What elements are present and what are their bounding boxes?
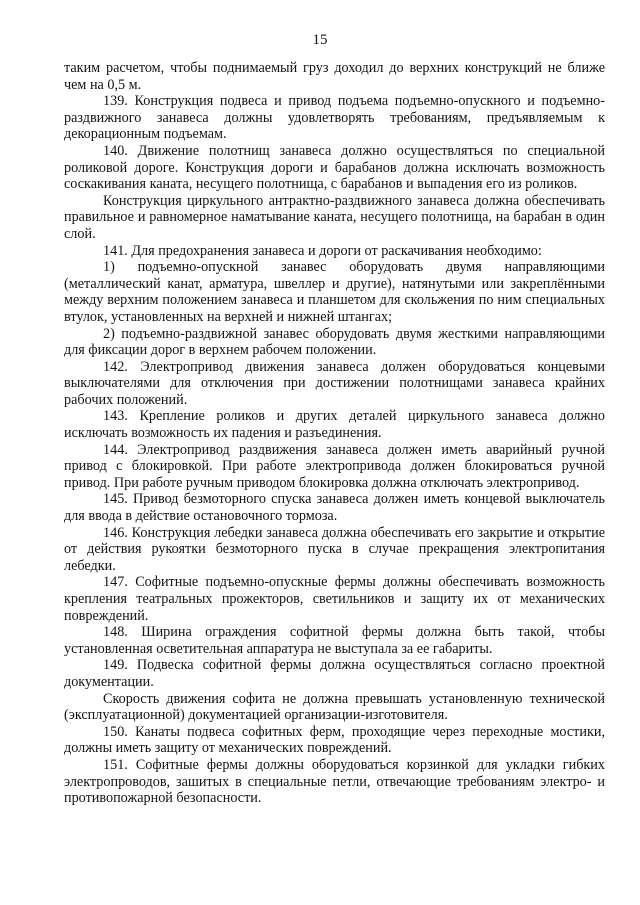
paragraph-141-item-2: 2) подъемно-раздвижной занавес оборудовать двумя жесткими направляющими для фиксации дорог в верхнем рабочем положении. bbox=[64, 325, 605, 359]
paragraph-145: 145. Привод безмоторного спуска занавеса должен иметь концевой выключатель для ввода в действие остановочного тормоза. bbox=[64, 491, 605, 525]
paragraph-141: 141. Для предохранения занавеса и дороги от раскачивания необходимо: bbox=[103, 242, 542, 259]
document-body bbox=[64, 60, 605, 807]
paragraph-139: 139. Конструкция подвеса и привод подъема подъемно-опускного и подъемно-раздвижного занавеса должны удовлетворять требованиям, предъявляемым к декорационным подъемам. bbox=[64, 93, 605, 143]
paragraph-continuation: таким расчетом, чтобы поднимаемый груз доходил до верхних конструкций не ближе чем на 0,5 м. bbox=[64, 60, 605, 93]
paragraph-149: 149. Подвеска софитной фермы должна осуществляться согласно проектной документации. bbox=[64, 657, 605, 690]
paragraph-151: 151. Софитные фермы должны оборудоваться корзинкой для укладки гибких электропроводов, зашитых в специальные петли, отвечающие требованиям электро- и противопожарной безопасности. bbox=[64, 756, 605, 807]
paragraph-142: 142. Электропривод движения занавеса должен оборудоваться концевыми выключателями для отключения при достижении полотнищами занавеса крайних рабочих положений. bbox=[64, 358, 605, 408]
paragraph-140: 140. Движение полотнищ занавеса должно осуществляться по специальной роликовой дороге. Конструкция дороги и барабанов должна исключать возможность соскакивания каната, несущего полотнища, с барабанов и выпадения его из роликов. bbox=[64, 142, 605, 193]
paragraph-143: 143. Крепление роликов и других деталей циркульного занавеса должно исключать возможность их падения и разъединения. bbox=[64, 408, 605, 442]
paragraph-140-cont: Конструкция циркульного антрактно-раздвижного занавеса должна обеспечивать правильное и равномерное наматывание каната, несущего полотнища, на барабан в один слой. bbox=[64, 192, 605, 242]
paragraph-150: 150. Канаты подвеса софитных ферм, проходящие через переходные мостики, должны иметь защиту от механических повреждений. bbox=[64, 723, 605, 757]
paragraph-148: 148. Ширина ограждения софитной фермы должна быть такой, чтобы установленная осветительная аппаратура не выступала за ее габариты. bbox=[64, 624, 605, 657]
page-number: 15 bbox=[312, 32, 328, 48]
paragraph-144: 144. Электропривод раздвижения занавеса должен иметь аварийный ручной привод с блокировкой. При работе электропривода должен блокироваться ручной привод. При работе ручным приводом блокировка должна отключать электропривод. bbox=[64, 441, 605, 491]
paragraph-149-cont: Скорость движения софита не должна превышать установленную технической (эксплуатационной) документацией организации-изготовителя. bbox=[64, 690, 605, 724]
paragraph-146: 146. Конструкция лебедки занавеса должна обеспечивать его закрытие и открытие от действия рукоятки безмоторного пуска в случае прекращения электропитания лебедки. bbox=[64, 524, 605, 574]
paragraph-147: 147. Софитные подъемно-опускные фермы должны обеспечивать возможность крепления театральных прожекторов, светильников и защиту их от механических повреждений. bbox=[64, 574, 605, 624]
paragraph-141-item-1: 1) подъемно-опускной занавес оборудовать двумя направляющими (металлический канат, арматура, швеллер и другие), натянутыми или закреплёнными между верхним положением занавеса и планшетом для скольжения по ним специальных втулок, установленных на верхней и нижней штангах; bbox=[64, 259, 605, 325]
